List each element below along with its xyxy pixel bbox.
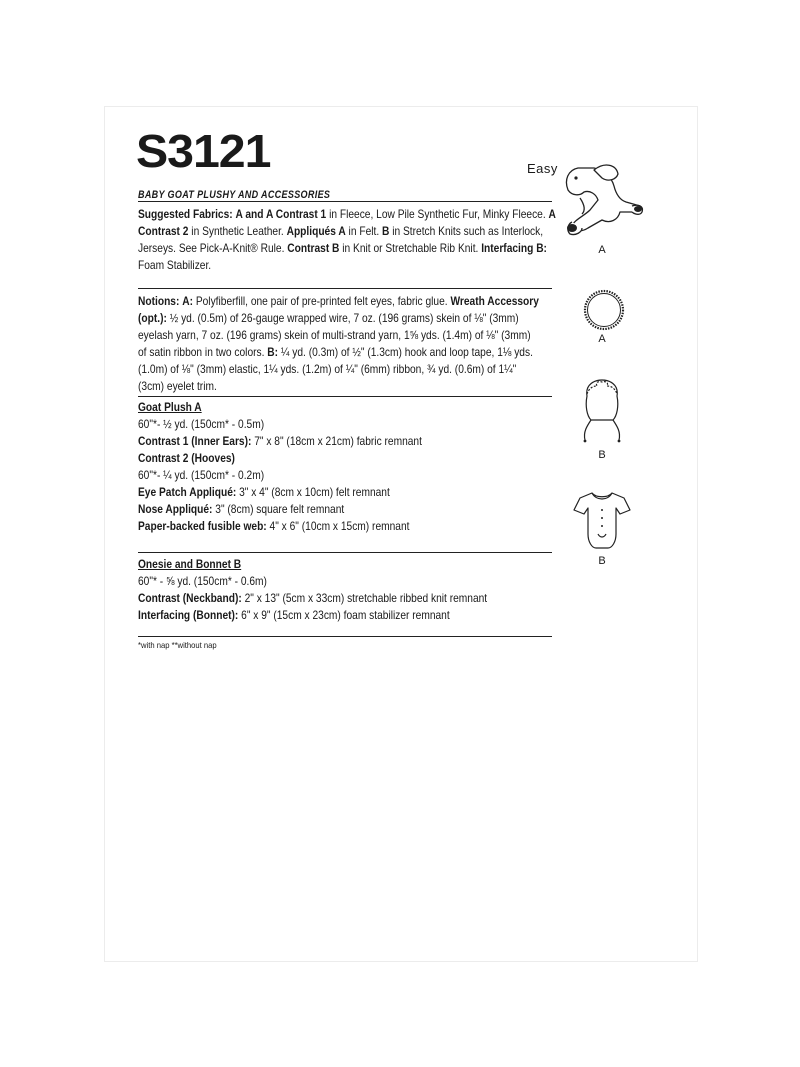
view-a-contrast2-label: A — [548, 208, 556, 221]
view-a-fabric-label: A and A Contrast 1 — [235, 208, 327, 221]
contrast1-label: Contrast 1 (Inner Ears): — [138, 435, 252, 448]
onesie-bonnet-requirements — [138, 556, 552, 624]
bonnet-interfacing-text: 6" x 9" (15cm x 23cm) foam stabilizer remnant — [238, 609, 450, 622]
contrast1-text: 7" x 8" (18cm x 21cm) fabric remnant — [251, 435, 422, 448]
notions-line: (3cm) eyelet trim. — [138, 380, 217, 393]
notions-line: of satin ribbon in two colors. — [138, 346, 268, 359]
contrast-b-text: in Knit or Stretchable Rib Knit. — [339, 242, 482, 255]
fusible-web-label: Paper-backed fusible web: — [138, 520, 267, 533]
notions-a-label: A: — [182, 295, 193, 308]
wreath-optional-label: (opt.): — [138, 312, 167, 325]
hooves-label: Contrast 2 (Hooves) — [138, 452, 235, 465]
contrast2-text: in Synthetic Leather. — [188, 225, 287, 238]
nose-applique-label: Nose Appliqué: — [138, 503, 213, 516]
divider — [138, 636, 552, 637]
notions-line: ½ yd. (0.5m) of 26-gauge wrapped wire, 7 oz. (196 grams) skein of ⅛" (3mm) — [166, 312, 519, 325]
notions-line: (1.0m) of ⅛" (3mm) elastic, 1¼ yds. (1.2m) of ¼" (6mm) ribbon, ¾ yd. (0.6m) of 1¼" — [138, 363, 517, 376]
goat-plush-heading: Goat Plush A — [138, 401, 202, 414]
notions-b-label: B: — [267, 346, 279, 359]
interfacing-b-text: Foam Stabilizer. — [138, 259, 212, 272]
divider — [138, 201, 552, 202]
view-b-fabric-label: B — [382, 225, 390, 238]
onesie-fabric-yardage: 60"* - ⅝ yd. (150cm* - 0.6m) — [138, 575, 267, 588]
onesie-bonnet-heading: Onesie and Bonnet B — [138, 558, 242, 571]
view-a-label: A — [598, 333, 606, 345]
goat-plush-fabric-yardage: 60"*- ½ yd. (150cm* - 0.5m) — [138, 418, 265, 431]
eye-patch-text: 3" x 4" (8cm x 10cm) felt remnant — [236, 486, 390, 499]
notions-line: eyelash yarn, 7 oz. (196 grams) skein of multi-strand yarn, 1⅝ yds. (1.4m) of ⅛" (3mm) — [138, 329, 531, 342]
eye-patch-label: Eye Patch Appliqué: — [138, 486, 237, 499]
divider — [138, 396, 552, 397]
difficulty-level: Easy — [527, 161, 558, 176]
nose-applique-text: 3" (8cm) square felt remnant — [212, 503, 345, 516]
interfacing-b-label: Interfacing B: — [481, 242, 547, 255]
view-b-fabric-text: in Stretch Knits such as Interlock, — [389, 225, 544, 238]
contrast2-label: Contrast 2 — [138, 225, 189, 238]
view-b-label: B — [598, 555, 606, 567]
suggested-fabrics — [138, 206, 556, 274]
onesie-icon — [572, 490, 632, 552]
divider — [138, 288, 552, 289]
wreath-icon — [582, 288, 626, 332]
bonnet-interfacing-label: Interfacing (Bonnet): — [138, 609, 239, 622]
divider — [138, 552, 552, 553]
goat-plush-requirements — [138, 399, 552, 535]
view-b-label: B — [598, 449, 606, 461]
appliques-text: in Felt. — [345, 225, 383, 238]
pick-a-knit-text: Jerseys. See Pick-A-Knit® Rule. — [138, 242, 288, 255]
pattern-title: BABY GOAT PLUSHY AND ACCESSORIES — [138, 189, 331, 201]
fusible-web-text: 4" x 6" (10cm x 15cm) remnant — [266, 520, 410, 533]
footnote: *with nap **without nap — [138, 640, 217, 650]
pattern-number: S3121 — [136, 125, 271, 177]
hooves-yardage: 60"*- ¼ yd. (150cm* - 0.2m) — [138, 469, 265, 482]
view-a-fabric-text: in Fleece, Low Pile Synthetic Fur, Minky Fleece. — [326, 208, 549, 221]
notions-a-text: Polyfiberfill, one pair of pre-printed felt eyes, fabric glue. — [192, 295, 451, 308]
neckband-label: Contrast (Neckband): — [138, 592, 242, 605]
goat-plush-icon — [560, 160, 644, 240]
wreath-accessory-label: Wreath Accessory — [450, 295, 539, 308]
notions-b-text: ¼ yd. (0.3m) of ½" (1.3cm) hook and loop tape, 1⅛ yds. — [278, 346, 533, 359]
appliques-label: Appliqués A — [286, 225, 346, 238]
notions-label: Notions: — [138, 295, 180, 308]
bonnet-icon — [579, 378, 625, 446]
contrast-b-label: Contrast B — [287, 242, 340, 255]
view-a-label: A — [598, 244, 606, 256]
suggested-fabrics-label: Suggested Fabrics: — [138, 208, 233, 221]
neckband-text: 2" x 13" (5cm x 33cm) stretchable ribbed knit remnant — [241, 592, 488, 605]
notions — [138, 293, 552, 395]
